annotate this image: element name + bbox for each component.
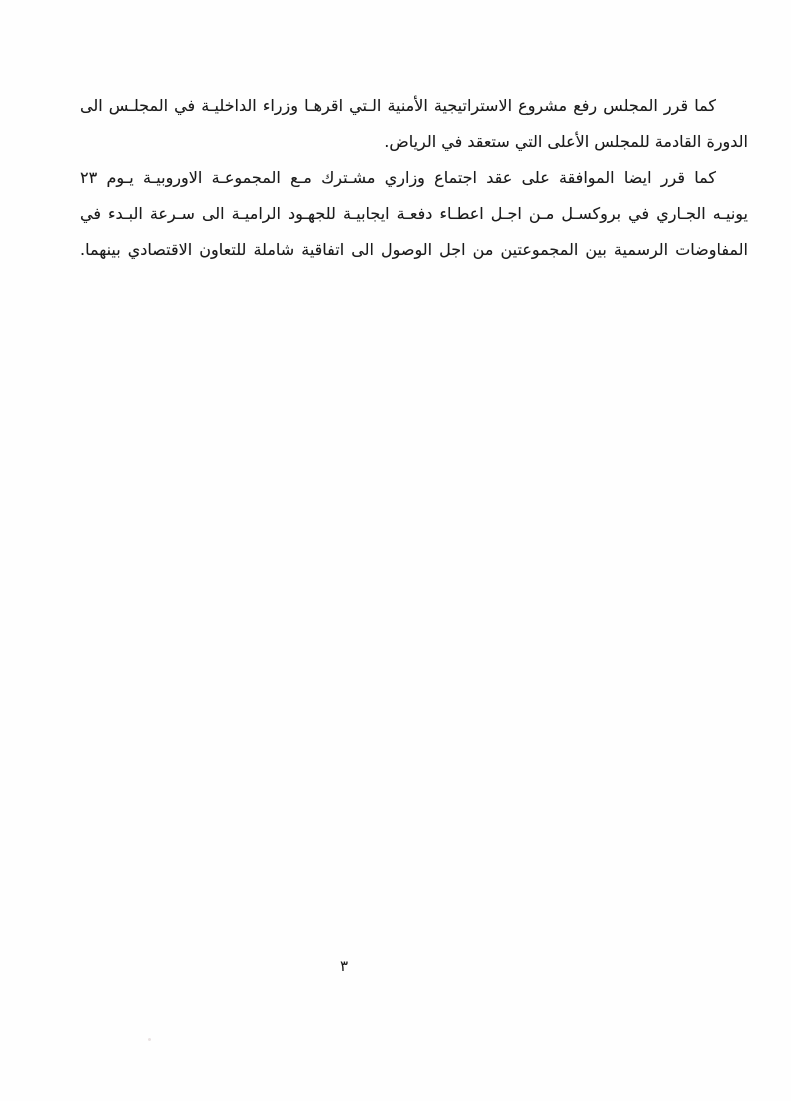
scan-speck [148, 1038, 151, 1041]
body-text [80, 88, 748, 268]
text-line: كما قرر ايضا الموافقة على عقد اجتماع وزاري مشـترك مـع المجموعـة الاوروبيـة يـوم ٢٣ [80, 168, 716, 187]
text-line: المفاوضات الرسمية بين المجموعتين من اجل الوصول الى اتفاقية شاملة للتعاون الاقتصادي بينهما. [80, 240, 748, 259]
text-line: الدورة القادمة للمجلس الأعلى التي ستعقد في الرياض. [384, 132, 748, 151]
page-number: ٣ [339, 957, 349, 975]
text-line: يونيـه الجـاري في بروكسـل مـن اجـل اعطـاء دفعـة ايجابيـة للجهـود الراميـة الى سـرعة البـدء في [80, 204, 748, 223]
paragraph [80, 88, 748, 160]
paragraph [80, 160, 748, 268]
text-line: كما قرر المجلس رفع مشروع الاستراتيجية الأمنية الـتي اقرهـا وزراء الداخليـة في المجلـس الى [80, 96, 716, 115]
